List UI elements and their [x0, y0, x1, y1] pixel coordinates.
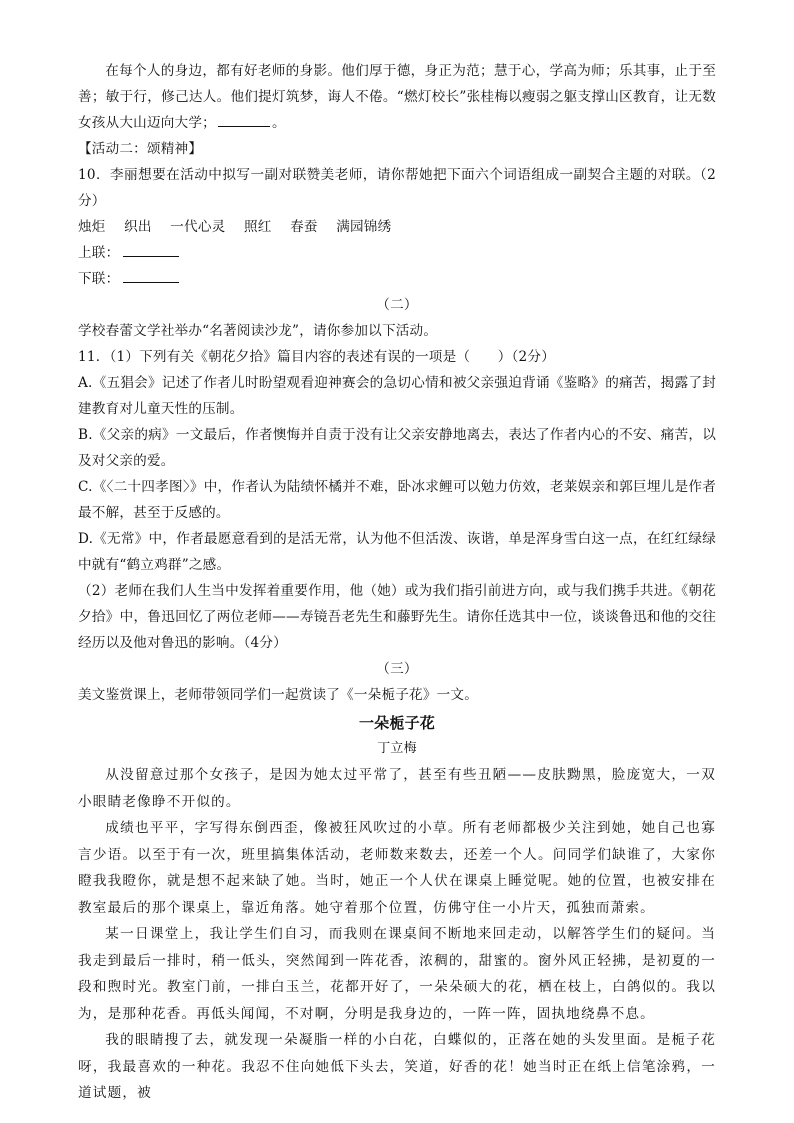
lower-couplet-blank[interactable]	[123, 268, 179, 283]
essay-body	[78, 762, 716, 1107]
word-item: 春蚕	[290, 219, 318, 235]
essay-paragraph: 某一日课堂上，我让学生们自习，而我则在课桌间不断地来回走动，以解答学生们的疑问。当我走到最后一排时，稍一低头，突然闻到一阵花香，浓稠的，甜蜜的。窗外风正轻拂，是初夏的一段和煦时光。教室门前，一排白玉兰，花都开好了，一朵朵硕大的花，栖在枝上，白鸽似的。我以为，是那种花香。再低头闻闻，不对啊，分明是我身边的，一阵一阵，固执地绕鼻不息。	[78, 926, 716, 1022]
section3-heading: （三）	[376, 661, 418, 677]
page-content	[78, 58, 716, 1107]
essay-title: 一朵栀子花	[358, 714, 435, 732]
question-11-2: （2）老师在我们人生当中发挥着重要作用，他（她）或为我们指引前进方向，或与我们携手共进。《朝花夕拾》中，鲁迅回忆了两位老师——寿镜吾老先生和藤野先生。请你任选其中一位，谈谈鲁迅和他的交往经历以及他对鲁迅的影响。（4分）	[78, 583, 716, 651]
upper-couplet-row	[78, 240, 716, 266]
lower-couplet-label: 下联：	[78, 271, 120, 287]
question-11-1: 11．（1）下列有关《朝花夕拾》篇目内容的表述有误的一项是（ ）（2分）	[78, 349, 555, 365]
lower-couplet-row	[78, 266, 716, 292]
section1-paragraph	[78, 58, 716, 136]
essay-paragraph: 我的眼睛搜了去，就发现一朵凝脂一样的小白花，白蝶似的，正落在她的头发里面。是栀子花呀，我最喜欢的一种花。我忍不住向她低下头去，笑道，好香的花！她当时正在纸上信笔涂鸦，一道试题，被	[78, 1032, 716, 1101]
upper-couplet-blank[interactable]	[123, 242, 179, 257]
section3-intro: 美文鉴赏课上，老师带领同学们一起赏读了《一朵栀子花》一文。	[78, 687, 479, 703]
section1-paragraph-end: 。	[271, 115, 286, 131]
word-item: 织出	[124, 219, 152, 235]
option-b: B.《父亲的病》一文最后，作者懊悔并自责于没有让父亲安静地离去，表达了作者内心的不安、痛苦，以及对父亲的爱。	[78, 427, 716, 469]
option-c: C.《〈二十四孝图〉》中，作者认为陆绩怀橘并不难，卧冰求鲤可以勉力仿效，老莱娱亲和郭巨埋儿是作者最不解，甚至于反感的。	[78, 479, 716, 521]
essay-author: 丁立梅	[377, 741, 417, 756]
question-10: 10．李丽想要在活动中拟写一副对联赞美老师，请你帮她把下面六个词语组成一副契合主题的对联。（2分）	[78, 167, 716, 209]
fill-blank[interactable]	[218, 112, 270, 127]
essay-paragraph: 从没留意过那个女孩子，是因为她太过平常了，甚至有些丑陋——皮肤黝黑，脸庞宽大，一双小眼睛老像睁不开似的。	[78, 767, 716, 810]
activity-label: 【活动二：颂精神】	[78, 141, 203, 157]
section2-heading: （二）	[376, 297, 418, 313]
word-item: 烛炬	[78, 219, 106, 235]
word-item: 一代心灵	[170, 219, 226, 235]
option-a: A.《五猖会》记述了作者儿时盼望观看迎神赛会的急切心情和被父亲强迫背诵《鉴略》的痛苦，揭露了封建教育对儿童天性的压制。	[78, 375, 716, 417]
word-item: 照红	[243, 219, 272, 235]
word-item: 满园锦绣	[336, 219, 392, 235]
upper-couplet-label: 上联：	[78, 245, 120, 261]
word-list	[78, 214, 716, 240]
section1-paragraph-text: 在每个人的身边，都有好老师的身影。他们厚于德，身正为范；慧于心，学高为师；乐其事，止于至善；敏于行，修己达人。他们提灯筑梦，诲人不倦。“燃灯校长”张桂梅以瘦弱之躯支撑山区教育，让无数女孩从大山迈向大学；	[78, 63, 716, 131]
section2-intro: 学校春蕾文学社举办“名著阅读沙龙”，请你参加以下活动。	[78, 323, 438, 339]
option-d: D.《无常》中，作者最愿意看到的是活无常，认为他不但活泼、诙谐，单是浑身雪白这一点，在红红绿绿中就有“鹤立鸡群”之感。	[78, 531, 716, 573]
essay-paragraph: 成绩也平平，字写得东倒西歪，像被狂风吹过的小草。所有老师都极少关注到她，她自己也寡言少语。以至于有一次，班里搞集体活动，老师数来数去，还差一个人。问同学们缺谁了，大家你瞪我我瞪你，就是想不起来缺了她。当时，她正一个人伏在课桌上睡觉呢。她的位置，也被安排在教室最后的那个课桌上，靠近角落。她守着那个位置，仿佛守住一小片天，孤独而萧索。	[78, 820, 716, 916]
